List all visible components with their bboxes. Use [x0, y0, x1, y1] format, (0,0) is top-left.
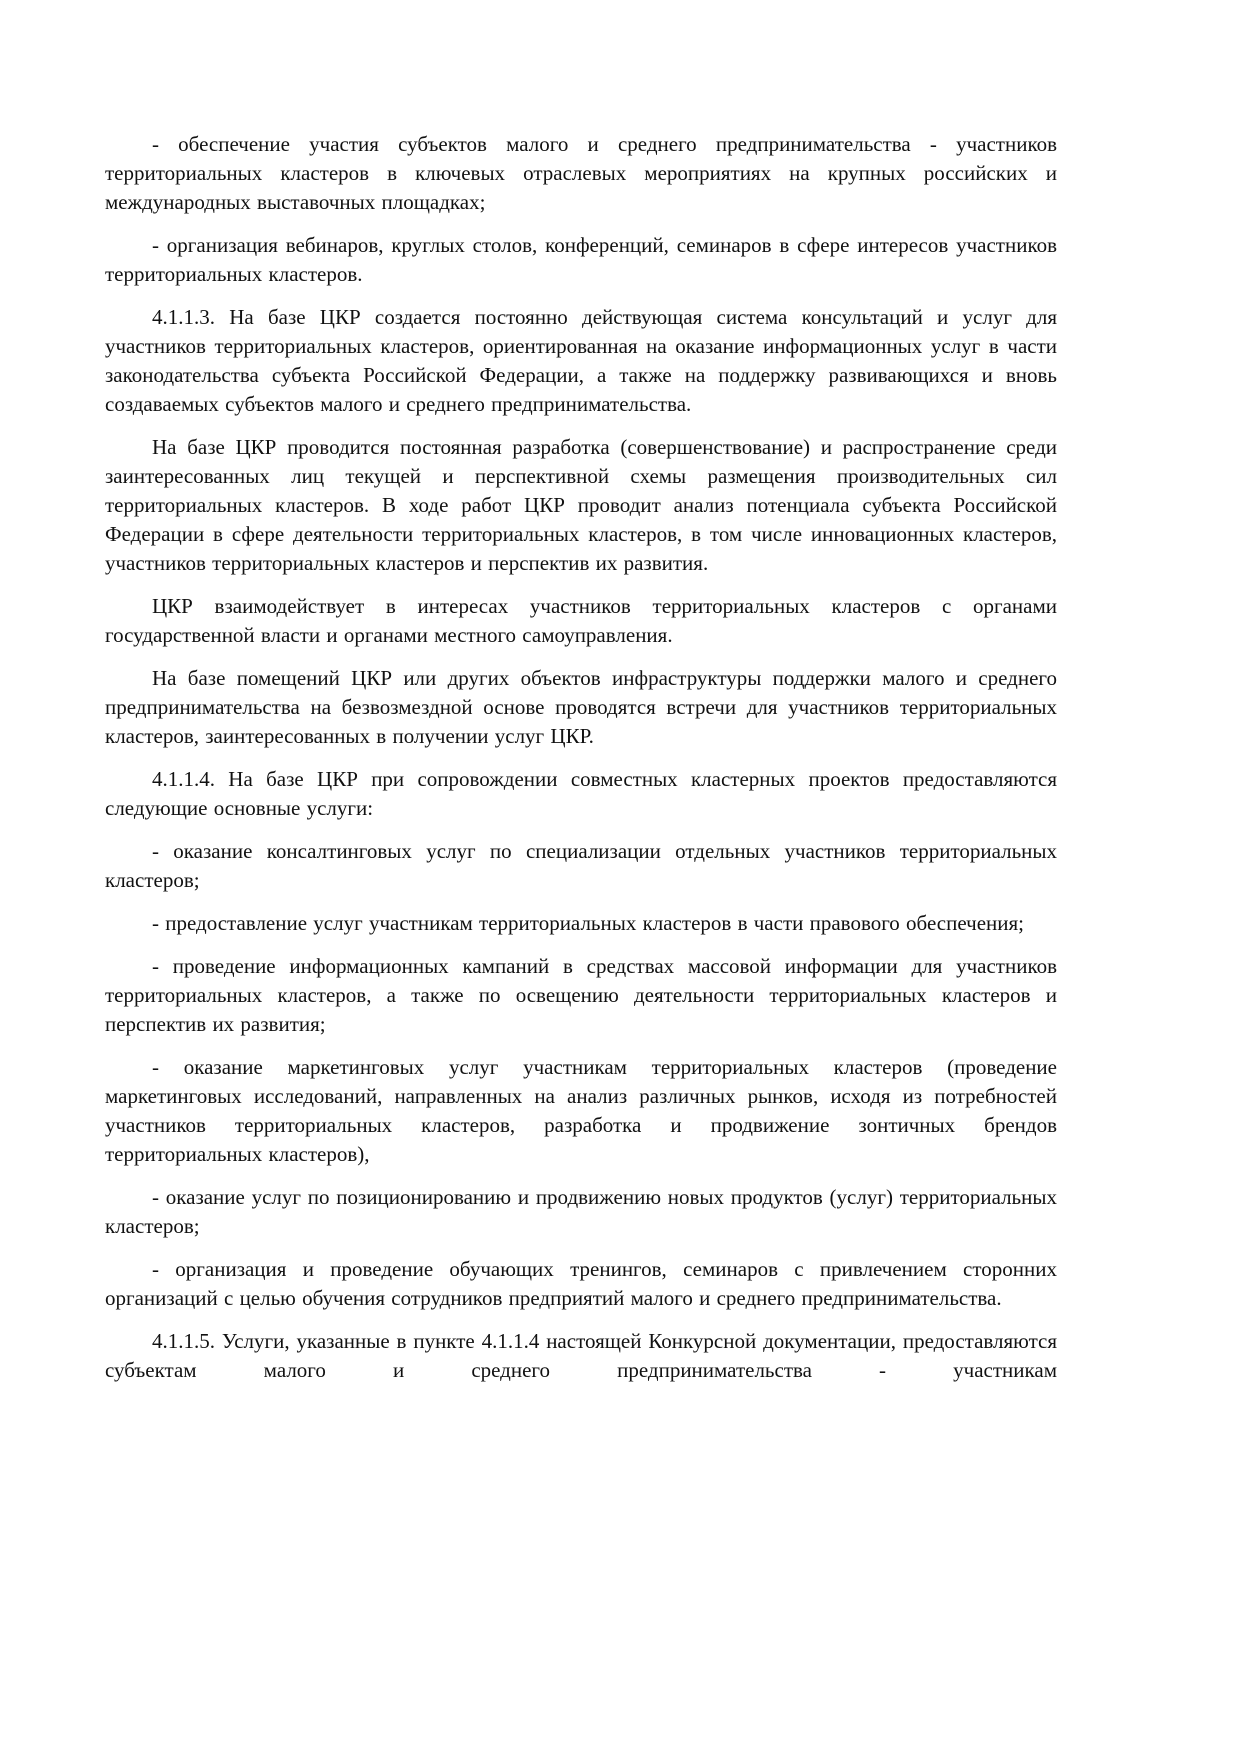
paragraph-2: - организация вебинаров, круглых столов, конференций, семинаров в сфере интересов участников территориальных кластеров.: [105, 233, 1057, 286]
paragraph-10: - проведение информационных кампаний в средствах массовой информации для участников территориальных кластеров, а также по освещению деятельности территориальных кластеров и перспектив их развития;: [105, 954, 1057, 1036]
paragraph-13: - организация и проведение обучающих тренингов, семинаров с привлечением сторонних организаций с целью обучения сотрудников предприятий малого и среднего предпринимательства.: [105, 1257, 1057, 1310]
paragraph-11: - оказание маркетинговых услуг участникам территориальных кластеров (проведение маркетинговых исследований, направленных на анализ различных рынков, исходя из потребностей участников территориальных кластеров, разработка и продвижение зонтичных брендов территориальных кластеров),: [105, 1055, 1057, 1166]
paragraph-1: - обеспечение участия субъектов малого и среднего предпринимательства - участников территориальных кластеров в ключевых отраслевых мероприятиях на крупных российских и международных выставочных площадках;: [105, 132, 1057, 214]
paragraph-4: На базе ЦКР проводится постоянная разработка (совершенствование) и распространение среди заинтересованных лиц текущей и перспективной схемы размещения производительных сил территориальных кластеров. В ходе работ ЦКР проводит анализ потенциала субъекта Российской Федерации в сфере деятельности территориальных кластеров, в том числе инновационных кластеров, участников территориальных кластеров и перспектив их развития.: [105, 435, 1057, 575]
paragraph-3: 4.1.1.3. На базе ЦКР создается постоянно действующая система консультаций и услуг для участников территориальных кластеров, ориентированная на оказание информационных услуг в части законодательства субъекта Российской Федерации, а также на поддержку развивающихся и вновь создаваемых субъектов малого и среднего предпринимательства.: [105, 305, 1057, 416]
paragraph-9: - предоставление услуг участникам территориальных кластеров в части правового обеспечения;: [152, 911, 1025, 935]
paragraph-14: 4.1.1.5. Услуги, указанные в пункте 4.1.1.4 настоящей Конкурсной документации, предоставляются субъектам малого и среднего предпринимательства - участникам: [105, 1329, 1057, 1382]
paragraph-5: ЦКР взаимодействует в интересах участников территориальных кластеров с органами государственной власти и органами местного самоуправления.: [105, 594, 1057, 647]
paragraph-12: - оказание услуг по позиционированию и продвижению новых продуктов (услуг) территориальных кластеров;: [105, 1185, 1057, 1238]
paragraph-8: - оказание консалтинговых услуг по специализации отдельных участников территориальных кластеров;: [105, 839, 1057, 892]
paragraph-7: 4.1.1.4. На базе ЦКР при сопровождении совместных кластерных проектов предоставляются следующие основные услуги:: [105, 767, 1057, 820]
paragraph-6: На базе помещений ЦКР или других объектов инфраструктуры поддержки малого и среднего предпринимательства на безвозмездной основе проводятся встречи для участников территориальных кластеров, заинтересованных в получении услуг ЦКР.: [105, 666, 1057, 748]
